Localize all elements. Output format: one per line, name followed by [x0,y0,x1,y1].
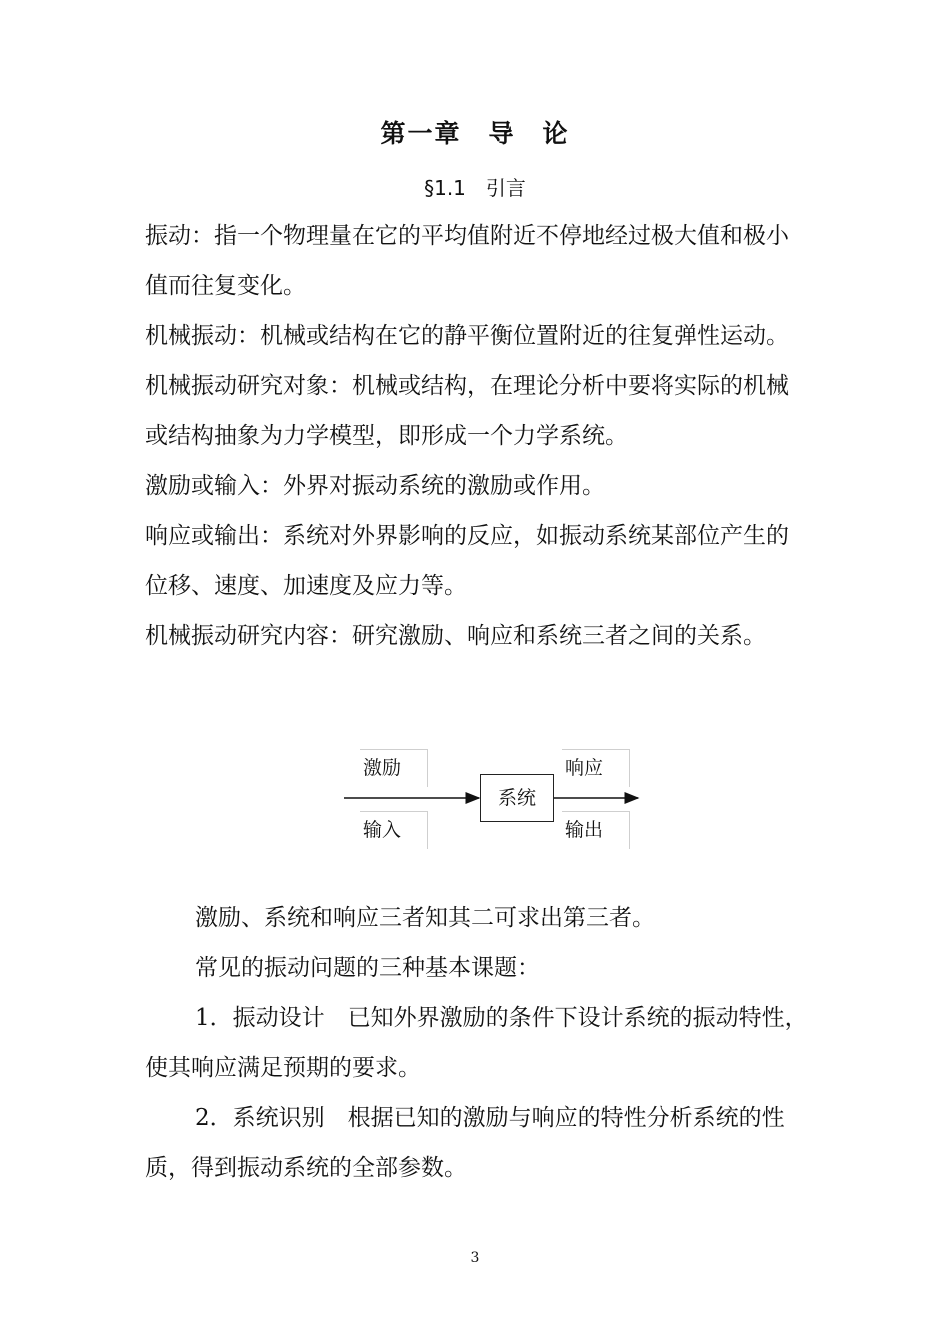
paragraph-three-tasks: 常见的振动问题的三种基本课题： [195,955,540,981]
section-title: §1.1 引言 [424,176,526,200]
paragraph-excitation: 激励或输入：外界对振动系统的激励或作用。 [145,473,605,499]
output-label: 输出 [562,811,630,849]
page-number: 3 [470,1250,480,1266]
paragraph-vibration: 振动：指一个物理量在它的平均值附近不停地经过极大值和极小值而往复变化。 [145,223,789,299]
tasks-block [145,893,810,1193]
system-block-diagram [330,745,650,855]
response-label: 响应 [562,749,630,787]
paragraph-two-of-three: 激励、系统和响应三者知其二可求出第三者。 [195,905,655,931]
excitation-label: 激励 [360,749,428,787]
paragraph-system-identification: 2．系统识别 根据已知的激励与响应的特性分析系统的性质，得到振动系统的全部参数。 [145,1105,785,1181]
chapter-title: 第一章 导 论 [380,119,570,148]
input-label: 输入 [360,811,428,849]
paragraph-research-content: 机械振动研究内容：研究激励、响应和系统三者之间的关系。 [145,623,766,649]
paragraph-mechanical-vibration: 机械振动：机械或结构在它的静平衡位置附近的往复弹性运动。 [145,323,789,349]
paragraph-research-object: 机械振动研究对象：机械或结构，在理论分析中要将实际的机械或结构抽象为力学模型，即形成一个力学系统。 [145,373,789,449]
paragraph-vibration-design: 1．振动设计 已知外界激励的条件下设计系统的振动特性，使其响应满足预期的要求。 [145,1005,808,1081]
paragraph-response: 响应或输出：系统对外界影响的反应，如振动系统某部位产生的位移、速度、加速度及应力等。 [145,523,789,599]
definitions-block [145,211,810,661]
system-box: 系统 [480,774,554,822]
